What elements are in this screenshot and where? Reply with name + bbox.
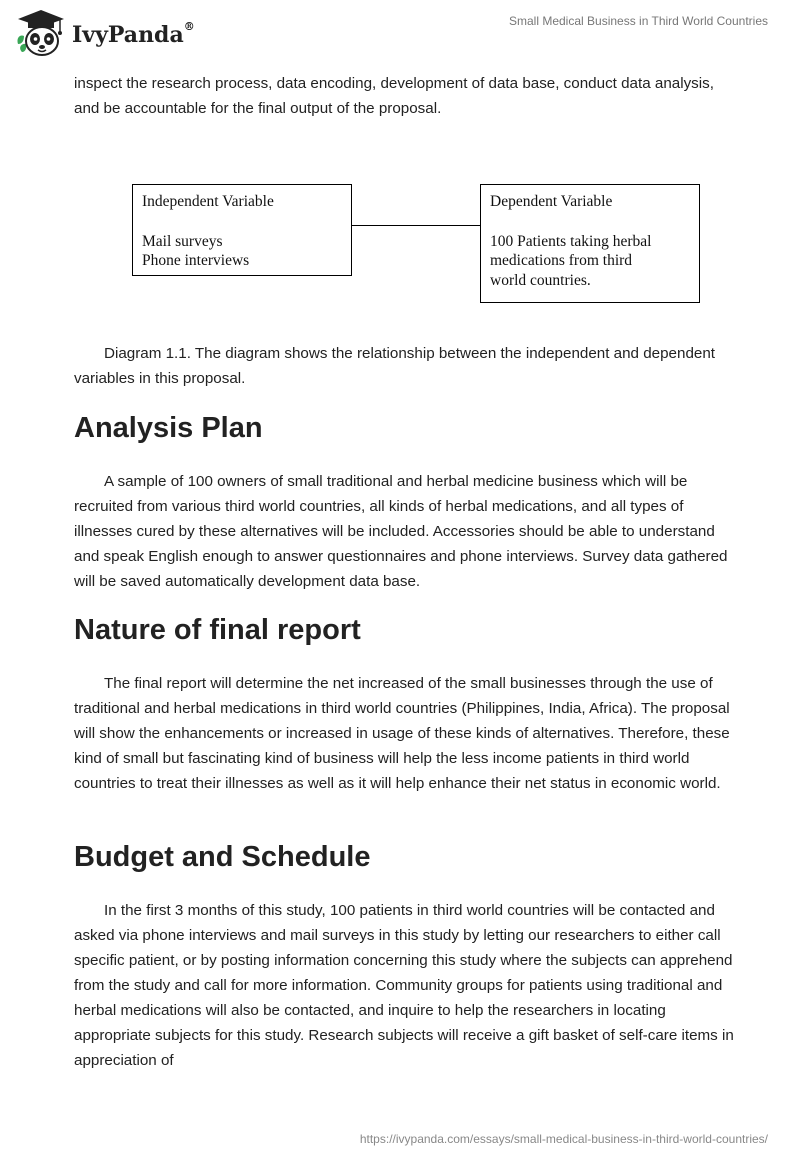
- dependent-variable-box: [480, 184, 700, 303]
- budget-and-schedule-paragraph: In the first 3 months of this study, 100 patients in third world countries will be contacted and asked via phone interviews and mail surveys in this study by letting our researchers to either call specific patient, or by posting information concerning this study where the subjects can apprehend from the study and call for more information. Community groups for patients using traditional and herbal medications will also be contacted, and inquire to help the researchers in locating appropriate subjects for this study. Research subjects will receive a gift basket of self-care items in appreciation of: [74, 902, 734, 1069]
- intro-paragraph: inspect the research process, data encoding, development of data base, conduct data analysis, and be accountable for the final output of the proposal.: [74, 75, 714, 117]
- dependent-variable-line: medications from third: [490, 252, 633, 269]
- nature-of-final-report-heading: Nature of final report: [74, 614, 361, 646]
- independent-variable-item: Mail surveys: [142, 232, 223, 250]
- page-header: [0, 0, 800, 70]
- panda-graduate-icon: [14, 8, 68, 60]
- dependent-variable-line: world countries.: [490, 271, 591, 289]
- independent-variable-item: Phone interviews: [142, 252, 250, 269]
- analysis-plan-paragraph: A sample of 100 owners of small traditional and herbal medicine business which will be recruited from various third world countries, all kinds of herbal medications, and all types of illnesses cured by these alternatives will be included. Accessories should be able to understand and speak English enough to answer questionnaires and phone interviews. Survey data gathered will be saved automatically development data base.: [74, 473, 728, 590]
- analysis-plan-heading: Analysis Plan: [74, 412, 263, 444]
- variables-diagram: [132, 184, 702, 304]
- diagram-caption: Diagram 1.1. The diagram shows the relationship between the independent and dependent variables in this proposal.: [74, 345, 716, 387]
- brand-name: IvyPanda®: [72, 20, 195, 48]
- diagram-connector-line: [352, 225, 480, 226]
- source-url[interactable]: https://ivypanda.com/essays/small-medical-business-in-third-world-countries/: [359, 1132, 768, 1146]
- independent-variable-box: [132, 184, 352, 276]
- document-title: Small Medical Business in Third World Countries: [509, 14, 768, 28]
- dependent-variable-line: 100 Patients taking herbal: [490, 232, 652, 250]
- nature-of-final-report-paragraph: The final report will determine the net increased of the small businesses through the use of traditional and herbal medications in third world countries (Philippines, India, Africa). The proposal will show the enhancements or increased in usage of these kinds of alternatives. Therefore, these kind of small but fascinating kind of business will help the less income patients in third world countries to treat their illnesses as well as it will help enhance their net status in economic world.: [74, 675, 730, 792]
- ivypanda-logo[interactable]: [12, 8, 195, 60]
- independent-variable-title: Independent Variable: [142, 193, 274, 210]
- budget-and-schedule-heading: Budget and Schedule: [74, 841, 371, 873]
- dependent-variable-title: Dependent Variable: [490, 193, 613, 210]
- registered-mark: ®: [183, 20, 195, 33]
